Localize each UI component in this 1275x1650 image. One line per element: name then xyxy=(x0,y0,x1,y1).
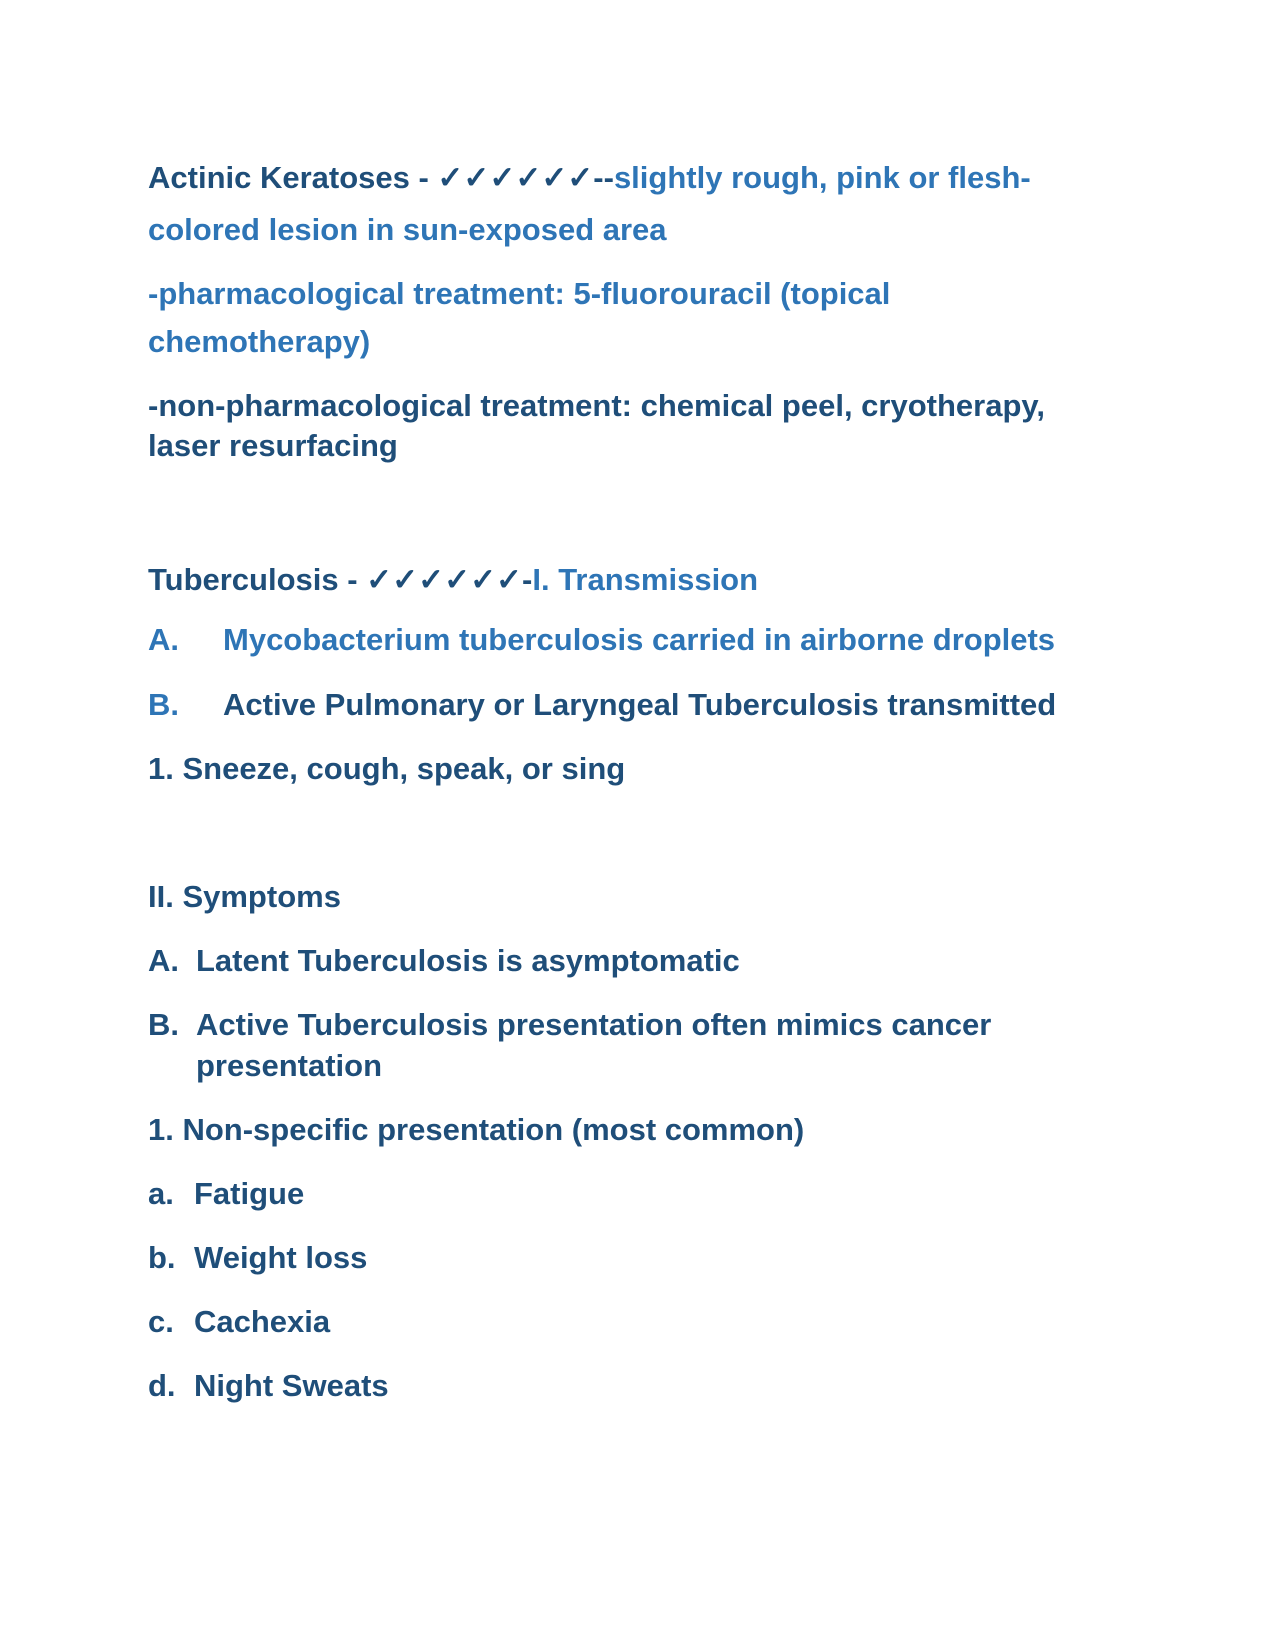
list-item xyxy=(148,1368,389,1404)
list-text: Mycobacterium tuberculosis carried in airborne droplets xyxy=(223,622,1056,657)
list-text: Latent Tuberculosis is asymptomatic xyxy=(196,943,740,978)
list-label: B. xyxy=(148,1007,179,1042)
tb-transmission-item-a xyxy=(148,622,1055,658)
tb-transmission-item-b xyxy=(148,687,1056,723)
list-label: b. xyxy=(148,1240,176,1275)
list-text: Fatigue xyxy=(194,1176,305,1211)
actinic-nonpharm-2: laser resurfacing xyxy=(148,428,398,463)
list-text: Active Tuberculosis presentation often mimics cancer xyxy=(196,1007,992,1042)
list-label: A. xyxy=(148,943,179,978)
list-label: d. xyxy=(148,1368,176,1403)
list-item xyxy=(148,1304,330,1340)
actinic-nonpharm-1: -non-pharmacological treatment: chemical peel, cryotherapy, xyxy=(148,388,1045,423)
list-label: a. xyxy=(148,1176,174,1211)
list-label: c. xyxy=(148,1304,174,1339)
tb-symptoms-item-a xyxy=(148,943,740,979)
list-text: Night Sweats xyxy=(194,1368,389,1403)
list-text: Active Pulmonary or Laryngeal Tuberculosis transmitted xyxy=(223,687,1057,722)
list-text: Weight loss xyxy=(194,1240,368,1275)
list-label: A. xyxy=(148,622,179,657)
tb-symptoms-item-b-cont: presentation xyxy=(196,1048,383,1083)
list-item xyxy=(148,1240,367,1276)
tb-transmission-sub: 1. Sneeze, cough, speak, or sing xyxy=(148,751,626,786)
tb-term: Tuberculosis - ✓✓✓✓✓✓- xyxy=(148,562,533,597)
actinic-pharm-1: -pharmacological treatment: 5-fluorouracil (topical xyxy=(148,276,891,311)
actinic-definition-2: colored lesion in sun-exposed area xyxy=(148,212,667,247)
tb-transmission-heading: I. Transmission xyxy=(532,562,759,597)
actinic-term: Actinic Keratoses - ✓✓✓✓✓✓-- xyxy=(148,160,614,195)
tb-symptoms-sub: 1. Non-specific presentation (most common) xyxy=(148,1112,805,1147)
tb-symptoms-item-b xyxy=(148,1007,991,1043)
list-label: B. xyxy=(148,687,179,722)
actinic-term-line xyxy=(148,160,1031,196)
tb-term-line xyxy=(148,562,758,598)
actinic-definition-1: slightly rough, pink or flesh- xyxy=(613,160,1031,195)
list-item xyxy=(148,1176,304,1212)
tb-symptoms-heading: II. Symptoms xyxy=(148,879,341,914)
list-text: Cachexia xyxy=(194,1304,331,1339)
actinic-pharm-2: chemotherapy) xyxy=(148,324,371,359)
